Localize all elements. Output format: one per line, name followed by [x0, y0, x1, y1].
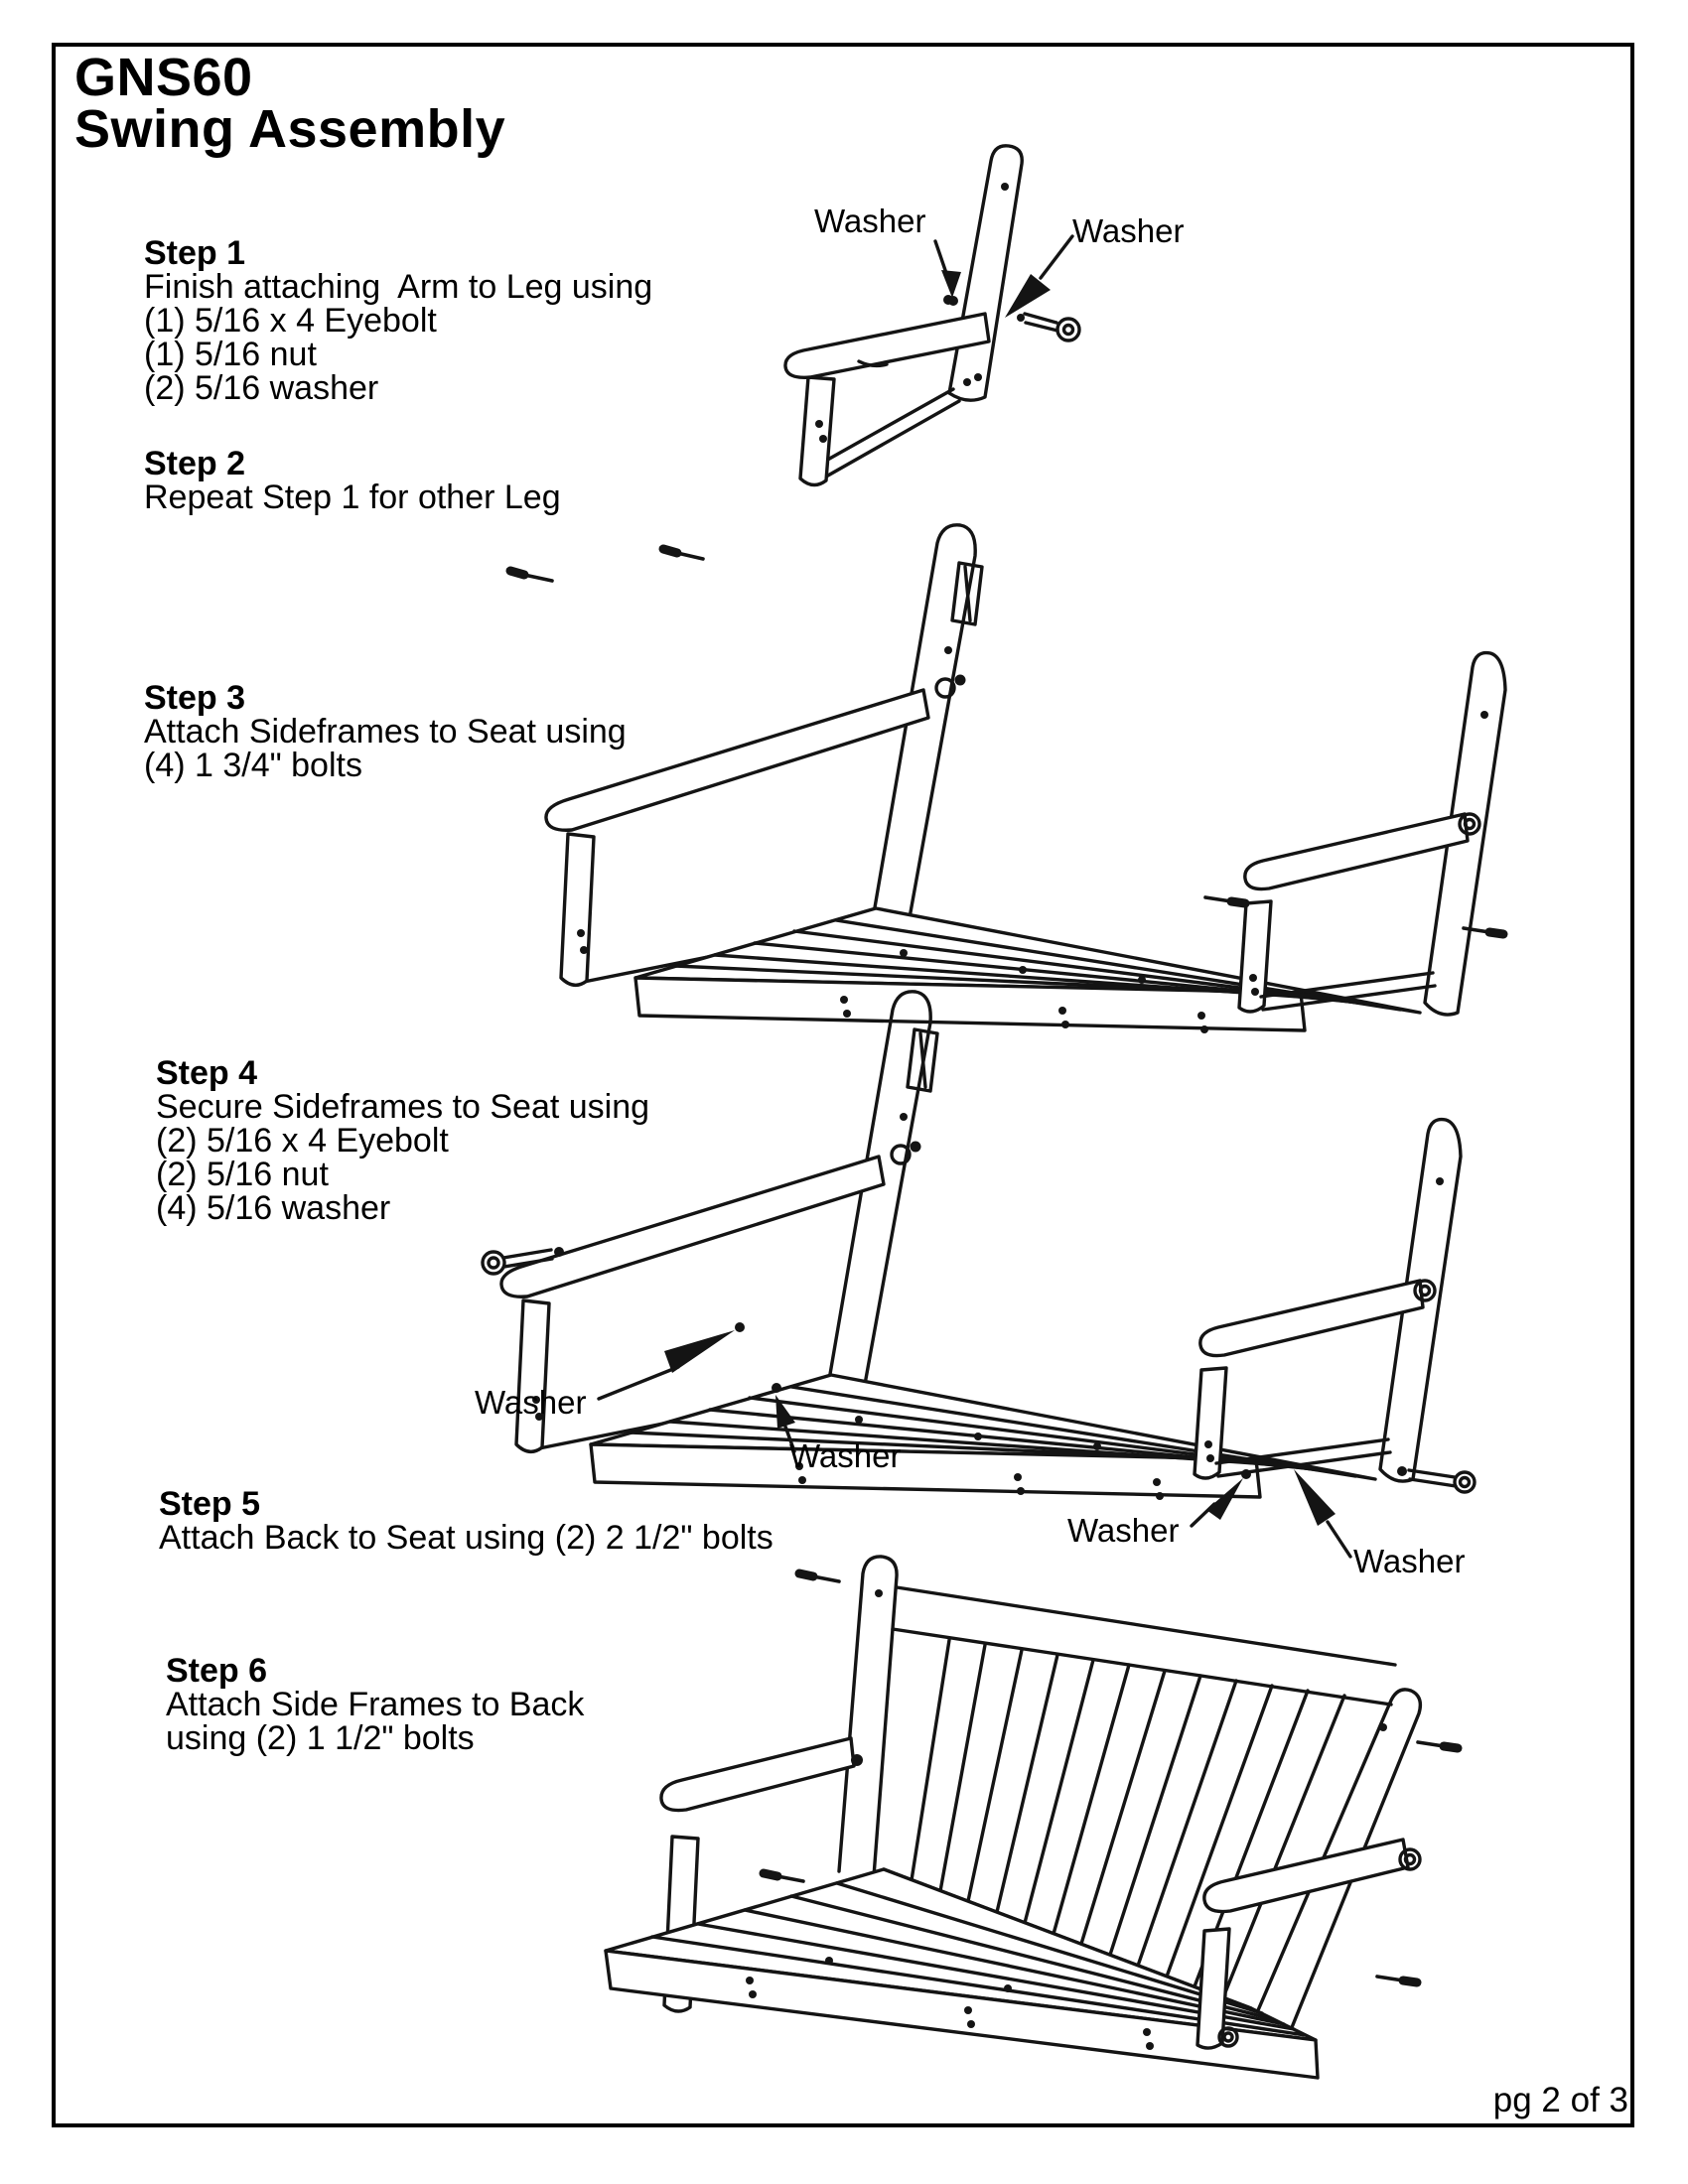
page-title-line1: GNS60: [74, 48, 253, 107]
bolt-icon: [663, 549, 703, 559]
step3-drawing: [496, 511, 1534, 1037]
left-arm: [661, 1738, 863, 1811]
step4-drawing: [452, 978, 1489, 1593]
step-1-line: (1) 5/16 x 4 Eyebolt: [144, 302, 437, 340]
step-1-line: (1) 5/16 nut: [144, 336, 317, 373]
eyebolt-icon: [1397, 1466, 1475, 1492]
step-1-line: Finish attaching Arm to Leg using: [144, 268, 653, 306]
figure-step1-illustration: [765, 139, 1192, 506]
step-4-label: Step 4: [156, 1054, 258, 1092]
step-4-line: (4) 5/16 washer: [156, 1189, 391, 1227]
washer-label: Washer: [475, 1384, 587, 1421]
step-1-line: (2) 5/16 washer: [144, 369, 379, 407]
arm: [785, 295, 989, 377]
left-front-leg: [516, 1300, 549, 1451]
seat: [591, 1375, 1375, 1500]
washer-label: Washer: [789, 1437, 902, 1474]
page-number: pg 2 of 3: [1492, 2081, 1628, 2119]
step-1-block: [144, 236, 652, 405]
bolt-icon: [799, 1573, 839, 1581]
figure-step4-illustration: [452, 978, 1489, 1593]
page-title: [74, 48, 506, 159]
bolt-icon: [510, 571, 552, 581]
step-3-line: Attach Sideframes to Seat using: [144, 713, 627, 751]
bolt-icon: [1418, 1742, 1458, 1748]
step-6-label: Step 6: [166, 1652, 268, 1690]
step-1-label: Step 1: [144, 234, 246, 272]
left-front-leg: [561, 834, 594, 985]
washer-label: Washer: [1072, 212, 1185, 249]
step1-drawing: [765, 139, 1192, 506]
step-2-block: [144, 447, 561, 514]
figure-step3-illustration: [496, 511, 1534, 1037]
eyebolt-icon: [1017, 314, 1079, 341]
step-2-line: Repeat Step 1 for other Leg: [144, 478, 561, 516]
step-4-line: Secure Sideframes to Seat using: [156, 1088, 650, 1126]
step-6-line: Attach Side Frames to Back: [166, 1686, 585, 1723]
step-4-line: (2) 5/16 nut: [156, 1156, 329, 1193]
washer-label: Washer: [1353, 1543, 1466, 1579]
right-front-leg: [1197, 1929, 1237, 2048]
washer-label: Washer: [814, 203, 926, 239]
washer-arrow: [599, 1322, 745, 1399]
bolt-icon: [1205, 897, 1245, 903]
page-title-line2: Swing Assembly: [74, 99, 506, 159]
step-5-label: Step 5: [159, 1485, 261, 1523]
step-6-line: using (2) 1 1/2" bolts: [166, 1719, 475, 1757]
step-2-label: Step 2: [144, 445, 246, 482]
bolt-icon: [764, 1873, 803, 1881]
step-4-line: (2) 5/16 x 4 Eyebolt: [156, 1122, 449, 1160]
front-leg: [800, 377, 834, 485]
step-5-line: Attach Back to Seat using (2) 2 1/2" bolts: [159, 1519, 774, 1557]
bolt-icon: [1377, 1977, 1417, 1982]
figure-step6-illustration: [452, 1544, 1544, 2085]
step-3-line: (4) 1 3/4" bolts: [144, 747, 362, 784]
washer-label: Washer: [1067, 1512, 1180, 1549]
step6-drawing: [452, 1544, 1544, 2085]
washer-arrow: [1005, 236, 1072, 318]
step-3-label: Step 3: [144, 679, 246, 717]
